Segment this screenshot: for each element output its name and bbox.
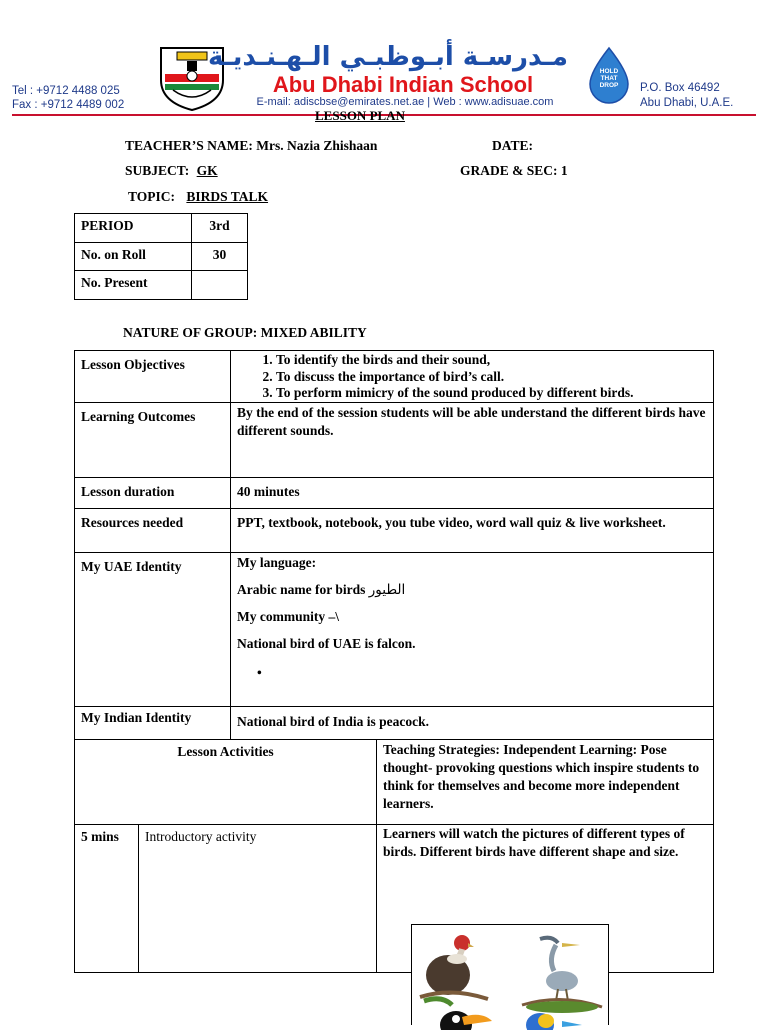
hold-that-drop-badge (584, 46, 634, 104)
table-row (75, 402, 714, 477)
nature-of-group: NATURE OF GROUP: MIXED ABILITY (123, 325, 367, 340)
uae-national-bird: National bird of UAE is falcon. (237, 635, 416, 651)
duration-label-cell: Lesson duration (75, 477, 231, 508)
po-box: P.O. Box 46492 (640, 82, 720, 94)
period-value-cell: 3rd (192, 214, 248, 243)
roll-label-cell: No. on Roll (75, 243, 192, 271)
indian-identity-label-cell: My Indian Identity (75, 706, 231, 739)
uae-community: My community –\ (237, 608, 339, 624)
resources-cell: PPT, textbook, notebook, you tube video, word wall quiz & live worksheet. (231, 508, 714, 552)
teacher-label: TEACHER’S NAME: (125, 138, 253, 153)
objectives-list (231, 352, 713, 402)
uae-language: My language: (237, 554, 317, 570)
roll-value-cell: 30 (192, 243, 248, 271)
subject-value: GK (196, 163, 218, 178)
birds-illustration (412, 925, 608, 1025)
objectives-label-cell: Lesson Objectives (75, 351, 231, 403)
date-label: DATE: (492, 138, 534, 153)
teacher-name: Mrs. Nazia Zhishaan (256, 138, 378, 153)
strategies-cell: Teaching Strategies: Independent Learning: Pose thought- provoking questions which inspire students to think for themselves and become more independent learners. (377, 740, 714, 825)
topic-value: BIRDS TALK (186, 189, 269, 204)
table-row (75, 243, 248, 271)
list-item: 1. To identify the birds and their sound, (276, 352, 713, 369)
uae-arabic-name-line (231, 575, 713, 602)
table-row (75, 214, 248, 243)
list-item: 2. To discuss the importance of bird’s call. (276, 369, 713, 386)
intro-text-cell: Learners will watch the pictures of different types of birds. Different birds have different shape and size. (377, 825, 714, 973)
city-address: Abu Dhabi, U.A.E. (640, 97, 734, 109)
macaw-image (526, 1013, 582, 1030)
present-value-cell (192, 271, 248, 300)
topic-line (128, 189, 268, 205)
list-item: 3. To perform mimicry of the sound produced by different birds. (276, 385, 713, 402)
table-row (75, 706, 714, 739)
intro-label-cell: Introductory activity (139, 825, 377, 973)
teacher-line (125, 138, 377, 154)
table-row (75, 351, 714, 403)
activities-label-cell: Lesson Activities (75, 740, 377, 825)
school-contact-line: E-mail: adiscbse@emirates.net.ae | Web : www.adisuae.com (256, 96, 554, 108)
uae-arabic-word: الطيور (368, 581, 406, 598)
subject-line (125, 163, 218, 179)
indian-identity-cell: National bird of India is peacock. (231, 706, 714, 739)
lesson-details-table (74, 350, 714, 740)
objectives-cell (231, 351, 714, 403)
subject-label: SUBJECT: (125, 163, 190, 178)
lesson-activities-table (74, 739, 714, 973)
lesson-plan-heading: LESSON PLAN (315, 108, 405, 123)
school-name-english: Abu Dhabi Indian School (272, 72, 534, 97)
school-fax: Fax : +9712 4489 002 (12, 99, 125, 111)
toucan-image (440, 1011, 492, 1030)
school-name-arabic: مـدرسـة أبـوظبـي الـهـنـديـة (207, 42, 568, 72)
topic-label: TOPIC: (128, 189, 176, 204)
table-row (75, 508, 714, 552)
vulture-image (420, 935, 488, 1005)
table-row (75, 477, 714, 508)
drop-badge-text: HOLD THAT DROP (599, 68, 619, 89)
period-label-cell: PERIOD (75, 214, 192, 243)
period-table (74, 213, 248, 300)
school-tel: Tel : +9712 4488 025 (12, 85, 120, 97)
grade-section: GRADE & SEC: 1 (460, 163, 568, 178)
time-cell: 5 mins (75, 825, 139, 973)
uae-bullet: • (257, 664, 262, 680)
birds-picture (411, 924, 609, 1025)
outcomes-cell: By the end of the session students will be able understand the different birds have different sounds. (231, 402, 714, 477)
uae-identity-label-cell: My UAE Identity (75, 552, 231, 706)
table-row (75, 271, 248, 300)
duration-cell: 40 minutes (231, 477, 714, 508)
heron-image (522, 938, 602, 1013)
uae-arabic-prefix: Arabic name for birds (237, 581, 366, 597)
resources-label-cell: Resources needed (75, 508, 231, 552)
table-row (75, 740, 714, 825)
lesson-plan-heading-clip (300, 108, 420, 125)
table-row (75, 825, 714, 973)
table-row (75, 552, 714, 706)
uae-identity-cell (231, 552, 714, 706)
outcomes-label-cell: Learning Outcomes (75, 402, 231, 477)
present-label-cell: No. Present (75, 271, 192, 300)
